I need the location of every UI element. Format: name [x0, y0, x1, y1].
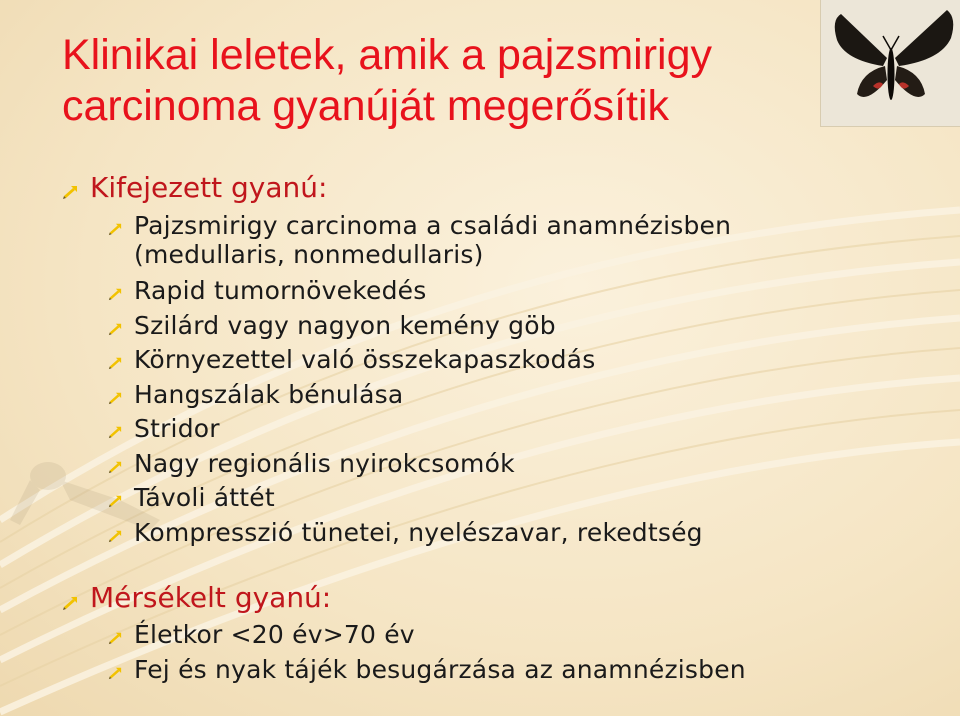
yellow-arrow-bullet-icon: [108, 356, 122, 370]
yellow-arrow-bullet-icon: [108, 529, 122, 543]
list-item: (medullaris, nonmedullaris): [134, 240, 484, 269]
yellow-arrow-bullet-icon: [108, 222, 122, 236]
list-item: Rapid tumornövekedés: [134, 276, 427, 305]
list-item: Szilárd vagy nagyon kemény göb: [134, 311, 556, 340]
yellow-arrow-bullet-icon: [62, 595, 78, 611]
section-heading-moderate: Mérsékelt gyanú:: [90, 581, 332, 614]
yellow-arrow-bullet-icon: [108, 391, 122, 405]
yellow-arrow-bullet-icon: [108, 460, 122, 474]
yellow-arrow-bullet-icon: [108, 666, 122, 680]
slide-title-line-2: carcinoma gyanúját megerősítik: [62, 82, 670, 130]
yellow-arrow-bullet-icon: [108, 287, 122, 301]
list-item: Nagy regionális nyirokcsomók: [134, 449, 515, 478]
yellow-arrow-bullet-icon: [108, 494, 122, 508]
yellow-arrow-bullet-icon: [108, 631, 122, 645]
butterfly-icon: [821, 0, 960, 126]
slide-title-line-1: Klinikai leletek, amik a pajzsmirigy: [62, 31, 712, 79]
list-item: Kompresszió tünetei, nyelészavar, rekedtség: [134, 518, 703, 547]
list-item: Környezettel való összekapaszkodás: [134, 345, 596, 374]
yellow-arrow-bullet-icon: [62, 184, 78, 200]
list-item: Hangszálak bénulása: [134, 380, 404, 409]
list-item: Távoli áttét: [134, 483, 275, 512]
yellow-arrow-bullet-icon: [108, 322, 122, 336]
yellow-arrow-bullet-icon: [108, 425, 122, 439]
list-item: Pajzsmirigy carcinoma a családi anamnézisben: [134, 211, 732, 240]
list-item: Életkor <20 év>70 év: [134, 620, 415, 649]
slide-title: [62, 30, 802, 132]
list-item: Fej és nyak tájék besugárzása az anamnézisben: [134, 655, 746, 684]
butterfly-photo: [820, 0, 960, 127]
section-heading-strong: Kifejezett gyanú:: [90, 171, 328, 204]
list-item: Stridor: [134, 414, 220, 443]
